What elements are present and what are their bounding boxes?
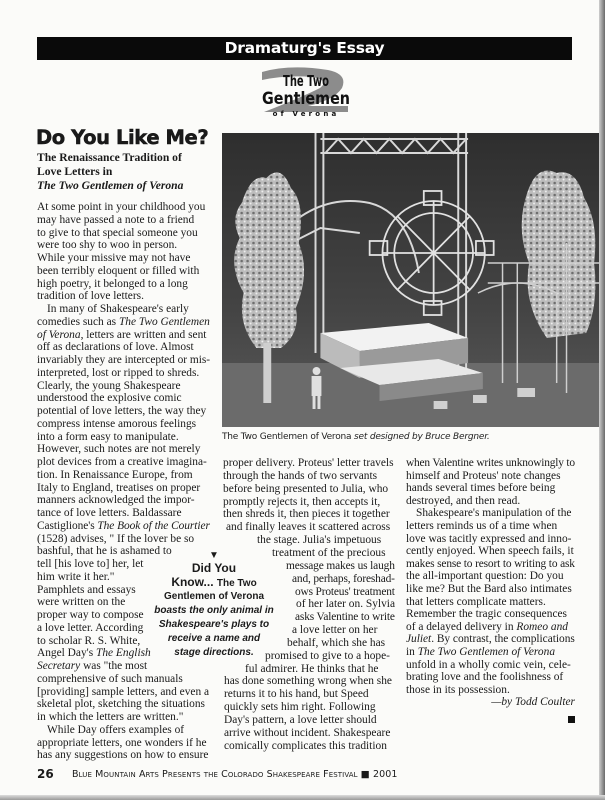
emphasis-text-run: receive a name and <box>167 633 261 644</box>
text-line <box>406 659 571 672</box>
caption-italic: set designed by Bruce Bergner. <box>354 432 490 442</box>
text-line <box>37 354 210 367</box>
text-run: in which the letters are written." <box>37 711 184 723</box>
text-run: brating love and the foolishness of <box>406 671 564 684</box>
text-line <box>37 227 198 240</box>
text-line <box>37 482 200 495</box>
text-line <box>406 671 563 684</box>
text-run: manners acknowledged the impor- <box>37 494 195 507</box>
text-run: Castiglione's <box>37 519 98 532</box>
text-run: him write it her." <box>37 570 115 583</box>
text-run: tell [his love to] her, let <box>37 558 144 570</box>
text-line <box>295 611 395 624</box>
text-run: high poetry, it belonged to a long <box>37 277 188 290</box>
text-run: Remember the tragic consequences <box>406 608 567 621</box>
text-line <box>295 586 395 599</box>
text-run: In many of Shakespeare's early <box>47 303 189 315</box>
text-line <box>37 749 208 762</box>
page-edge-shadow <box>599 0 605 800</box>
sidebar-line <box>168 632 260 645</box>
text-run: skeletal plot, sketching the situations <box>37 698 205 711</box>
text-run: compress intense amorous feelings <box>37 417 197 430</box>
text-line <box>37 316 210 329</box>
section-header: Dramaturg's Essay <box>37 37 572 60</box>
sidebar-line <box>164 590 264 603</box>
text-run: [providing] sample letters, and even a <box>37 685 210 698</box>
text-run: Pamphlets and essays <box>37 583 136 596</box>
text-line <box>37 494 195 507</box>
text-line <box>224 714 377 727</box>
text-run: letters reminds us of a time when <box>406 520 558 532</box>
text-run: has any suggestions on how to ensure <box>37 749 209 762</box>
text-run: when Valentine writes unknowingly to <box>406 457 575 469</box>
text-run: asks Valentine to write <box>295 611 395 624</box>
text-line <box>224 675 392 688</box>
text-line <box>37 647 151 660</box>
article-subtitle-line2: Love Letters in <box>37 165 113 178</box>
text-run: At some point in your childhood you <box>37 201 206 213</box>
text-line <box>296 598 395 611</box>
text-line <box>406 646 555 659</box>
set-photo <box>222 133 599 427</box>
text-run: comically complicates this tradition <box>224 739 387 752</box>
text-line <box>37 520 210 533</box>
text-line <box>37 533 194 546</box>
text-run: Italy to England, treatises on proper <box>37 481 201 494</box>
text-run: then shreds it, then pieces it together <box>223 508 390 521</box>
text-run: tance of love letters. Baldassare <box>37 507 182 519</box>
text-run: unfold in a wholly comic vein, cele- <box>406 658 571 671</box>
italic-text-run: —by Todd Coulter <box>491 696 575 709</box>
text-line <box>491 696 575 709</box>
text-line <box>406 558 575 571</box>
text-line <box>406 470 561 483</box>
text-run: plot devices from a creative imagina- <box>37 456 207 468</box>
text-run: While your missive may not have <box>37 252 191 264</box>
italic-text-run: Romeo and <box>516 620 568 633</box>
text-line <box>287 637 385 650</box>
text-run: those in its possession. <box>406 683 510 696</box>
text-run: to scholar R. S. White, <box>37 634 141 647</box>
text-line <box>37 698 205 711</box>
text-run: makes sense to resort to writing to ask <box>406 557 575 570</box>
text-line <box>37 673 183 686</box>
text-line <box>406 621 568 634</box>
text-run: the all-important question: Do you <box>406 570 564 583</box>
text-run: proper delivery. Proteus' letter travels <box>223 457 394 469</box>
text-run: The Two <box>216 578 257 589</box>
text-line <box>416 507 571 520</box>
text-line <box>37 558 143 571</box>
text-line <box>224 740 387 753</box>
text-run: treatment of the precious <box>272 546 386 559</box>
text-line <box>223 483 388 496</box>
text-run: tion. In Renaissance Europe, from <box>37 468 193 481</box>
text-line <box>37 341 194 354</box>
text-run: a love letter. According <box>37 621 144 634</box>
text-run: of her later on. Sylvia <box>296 598 396 611</box>
text-run: has done something wrong when she <box>224 675 392 688</box>
text-run: a love letter on her <box>292 624 378 637</box>
tree-left-trunk <box>263 343 271 403</box>
text-line <box>37 545 172 558</box>
text-run: quickly sets him right. Following <box>224 701 376 714</box>
text-run: through the hands of two servants <box>223 469 378 482</box>
text-line <box>406 570 564 583</box>
text-line <box>37 622 143 635</box>
text-run: While Day offers examples of <box>47 723 185 736</box>
text-run: and finally leaves it scattered across <box>226 521 391 534</box>
text-line <box>406 684 510 697</box>
text-run: interpreted, lost or ripped to shreds. <box>37 366 200 379</box>
text-line <box>406 596 546 609</box>
text-run: love was tacitly expressed and inno- <box>406 532 572 545</box>
text-line <box>226 521 390 534</box>
text-line <box>406 457 575 470</box>
text-run: the stage. Julia's impetuous <box>257 534 382 547</box>
text-run: himself and Proteus' note changes <box>406 469 561 482</box>
text-line <box>37 507 182 520</box>
text-run: and, perhaps, foreshad- <box>292 572 395 585</box>
text-run: that letters complicate matters. <box>406 595 546 608</box>
text-line <box>37 431 179 444</box>
text-line <box>37 265 199 278</box>
text-line <box>406 495 520 508</box>
text-line <box>37 443 200 456</box>
logo-line1: The Two <box>283 72 329 90</box>
text-line <box>37 278 188 291</box>
italic-text-run: The Two Gentlemen of Verona <box>417 646 556 658</box>
tree-left <box>234 172 304 348</box>
text-run: (1528) advises, " If the lover be so <box>37 532 195 545</box>
text-run: , letters are written and sent <box>80 328 207 341</box>
text-line <box>406 583 572 596</box>
text-run: before being presented to Julia, who <box>223 482 389 495</box>
text-run: Angel Day's <box>37 647 96 660</box>
text-run: However, such notes are not merely <box>37 443 201 456</box>
text-line <box>223 496 380 509</box>
text-line <box>406 608 567 621</box>
text-line <box>406 633 575 646</box>
emphasis-text-run: boasts the only animal in <box>154 605 274 616</box>
text-run: off as declarations of love. Almost <box>37 341 194 354</box>
page-number: 26 <box>37 767 54 781</box>
text-line <box>47 303 189 316</box>
text-line <box>406 533 571 546</box>
text-line <box>37 392 182 405</box>
text-line <box>37 635 140 648</box>
text-line <box>37 469 193 482</box>
footer-publication: Blue Mountain Arts Presents the Colorado Shakespeare Festival ■ 2001 <box>72 769 398 780</box>
text-run: message makes us laugh <box>286 559 395 572</box>
emphasis-text-run: stage directions. <box>174 647 254 658</box>
text-run: bashful, that he is ashamed to <box>37 545 172 558</box>
sidebar-line <box>174 646 253 659</box>
text-line <box>37 584 136 597</box>
text-line <box>286 560 395 573</box>
text-run: were written on the <box>37 596 126 609</box>
text-line <box>37 201 205 214</box>
text-line <box>223 508 390 521</box>
text-run: may have passed a note to a friend <box>37 213 195 226</box>
text-line <box>406 482 555 495</box>
text-line <box>37 737 207 750</box>
text-run: of a delayed delivery in <box>406 620 517 633</box>
text-run: hands several times before being <box>406 482 556 495</box>
text-line <box>37 290 144 303</box>
text-run: to give to that special someone you <box>37 226 198 239</box>
text-run: like me? But the Bard also intimates <box>406 583 572 595</box>
text-line <box>37 711 183 724</box>
text-run: potential of love letters, the way they <box>37 405 207 417</box>
text-line <box>224 727 390 740</box>
text-line <box>37 239 177 252</box>
text-line <box>37 380 181 393</box>
text-line <box>37 456 207 469</box>
text-line <box>37 596 125 609</box>
text-run: invariably they are intercepted or mis- <box>37 354 210 366</box>
text-run: proper way to compose <box>37 609 144 621</box>
text-line <box>37 367 199 380</box>
text-run: tradition of love letters. <box>37 290 144 303</box>
text-line <box>37 418 196 431</box>
sidebar-line <box>192 562 236 576</box>
italic-text-run: The Book of the Courtier <box>97 519 210 532</box>
text-line <box>37 405 206 418</box>
text-run: in <box>406 646 418 658</box>
italic-text-run: The Two Gentlemen <box>118 315 210 328</box>
text-line <box>224 701 376 714</box>
article-title: Do You Like Me? <box>36 126 209 149</box>
text-run: promptly rejects it, then accepts it, <box>223 495 381 508</box>
text-run: appropriate letters, one wonders if he <box>37 736 207 749</box>
emphasis-text-run: Did You <box>191 561 237 575</box>
page-bottom-edge <box>0 795 605 800</box>
play-logo <box>250 66 360 118</box>
sidebar-line <box>154 604 273 617</box>
text-run: ful admirer. He thinks that he <box>245 662 379 675</box>
text-line <box>224 688 369 701</box>
text-run: were too shy to woo in person. <box>37 239 178 252</box>
text-run: into a form easy to manipulate. <box>37 430 179 443</box>
emphasis-text-run: Shakespeare's plays to <box>158 619 270 630</box>
italic-text-run: Juliet <box>406 633 432 646</box>
text-run: behalf, which she has <box>287 636 386 649</box>
text-line <box>406 520 557 533</box>
text-run: Day's pattern, a love letter should <box>224 714 377 726</box>
text-run: arrive without incident. Shakespeare <box>224 726 391 739</box>
text-line <box>37 252 190 265</box>
emphasis-text-run: Know... <box>171 575 217 589</box>
text-run: Clearly, the young Shakespeare <box>37 379 181 392</box>
text-line <box>37 609 144 622</box>
text-run: ows Proteus' treatment <box>295 585 395 598</box>
text-line <box>245 663 379 676</box>
text-run: cently enjoyed. When speech fails, it <box>406 545 574 558</box>
text-run: was "the most <box>80 660 148 672</box>
article-subtitle-line3: The Two Gentlemen of Verona <box>37 179 184 192</box>
text-run: understood the explosive comic <box>37 392 182 405</box>
text-run: promised to give to a hope- <box>265 649 390 662</box>
text-line <box>37 686 209 699</box>
text-run: comprehensive of such manuals <box>37 672 183 685</box>
text-run: destroyed, and then read. <box>406 494 521 507</box>
text-line <box>37 214 194 227</box>
text-line <box>37 571 114 584</box>
text-run: comedies such as <box>37 315 119 328</box>
text-run: returns it to his hand, but Speed <box>224 688 369 701</box>
text-line <box>223 470 377 483</box>
end-mark-square <box>568 716 575 723</box>
text-run: . By contrast, the complications <box>431 633 575 646</box>
text-line <box>406 545 574 558</box>
italic-text-run: of Verona <box>37 328 81 341</box>
text-run: Shakespeare's manipulation of the <box>416 507 572 520</box>
logo-line2: Gentlemen <box>262 89 350 109</box>
arrow-down-icon: ▼ <box>209 550 219 561</box>
text-line <box>37 660 147 673</box>
text-line <box>223 457 394 470</box>
text-line <box>292 573 395 586</box>
photo-caption <box>222 431 490 443</box>
text-line <box>257 534 381 547</box>
text-run: Gentlemen of Verona <box>163 591 265 602</box>
italic-text-run: Secretary <box>37 660 81 672</box>
sidebar-line <box>159 618 269 631</box>
sidebar-line <box>171 576 256 590</box>
text-run: been terribly eloquent or filled with <box>37 264 200 277</box>
article-subtitle-line1: The Renaissance Tradition of <box>37 151 182 164</box>
caption-plain: The Two Gentlemen of Verona <box>222 432 355 442</box>
text-line <box>292 624 377 637</box>
italic-text-run: The English <box>96 647 151 660</box>
text-line <box>272 547 386 560</box>
logo-line3: of Verona <box>272 110 340 118</box>
text-line <box>37 329 206 342</box>
text-line <box>47 724 184 737</box>
text-line <box>265 650 390 663</box>
